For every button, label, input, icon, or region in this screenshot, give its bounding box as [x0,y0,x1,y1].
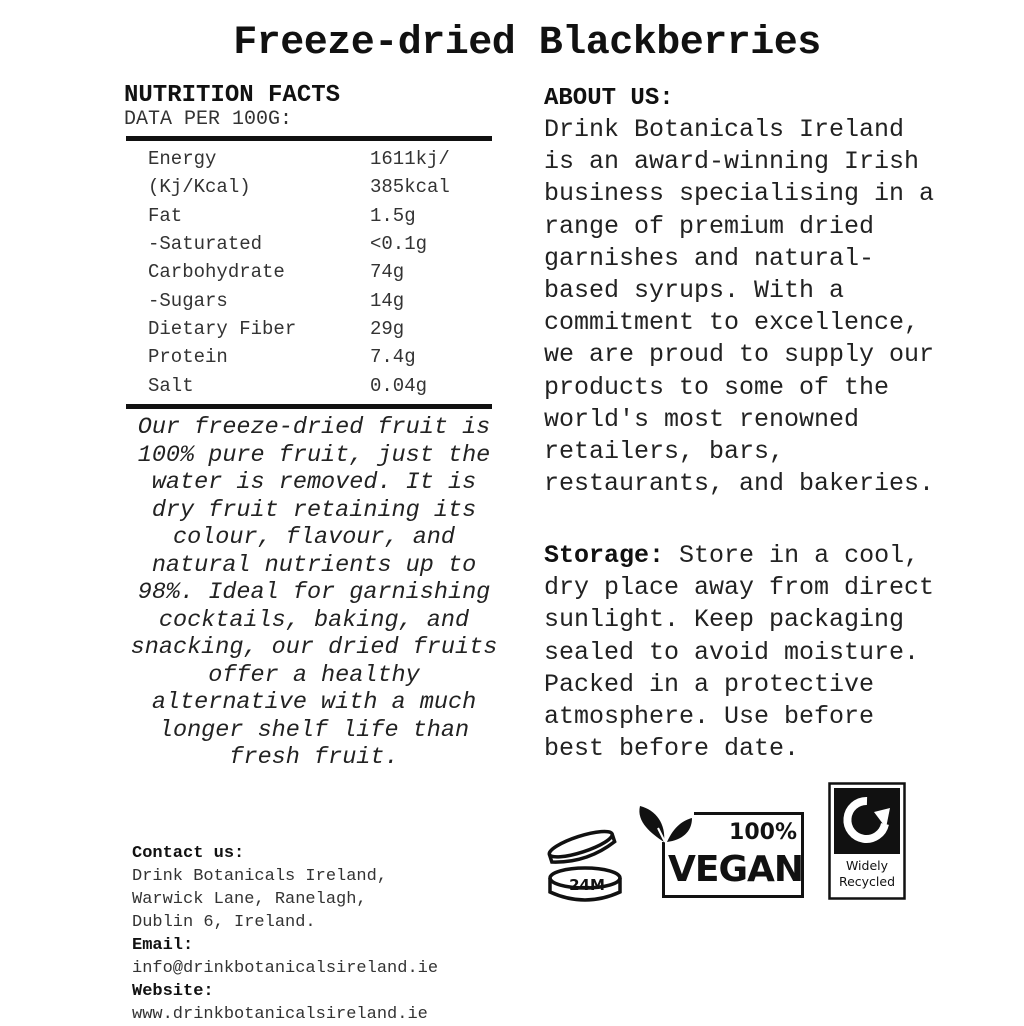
nutrient-label: Carbohydrate [148,261,285,284]
about-heading: ABOUT US: [544,85,674,112]
nutrient-label: -Saturated [148,233,263,256]
nutrition-table [126,136,492,409]
nutrition-row [126,145,492,173]
nutrient-value: 0.04g [370,374,428,397]
nutrition-row [126,230,492,258]
recycle-line-1: Widely [845,858,889,873]
nutrition-heading: NUTRITION FACTS [124,82,341,109]
jar-label: 24M [569,876,605,894]
nutrition-row [126,202,492,230]
vegan-percent: 100% [729,820,797,845]
nutrient-label: Energy [148,148,217,171]
nutrient-label: Fat [148,204,183,227]
product-description: Our freeze-dried fruit is 100% pure fruit, just the water is removed. It is dry fruit retaining its colour, flavour, and natural nutrients up to 98%. Ideal for garnishing cocktails, baking, and snacking, our dried fruits offer a healthy alternative with a much longer shelf life than fresh fruit. [130,414,498,771]
about-text: Drink Botanicals Ireland is an award-winning Irish business specialising in a range of premium dried garnishes and natural-based syrups. With a commitment to excellence, we are proud to supply our products to some of the world's most renowned retailers, bars, restaurants, and bakeries. [544,115,935,499]
nutrition-row [126,315,492,343]
nutrition-row [126,371,492,399]
address-line: Drink Botanicals Ireland, [132,867,388,886]
nutrition-row [126,258,492,286]
website-label: Website: [132,982,214,1001]
nutrition-row [126,286,492,314]
nutrient-value: 385kcal [370,176,450,199]
website-link[interactable]: www.drinkbotanicalsireland.ie [132,1005,428,1024]
product-title: Freeze-dried Blackberries [233,21,821,66]
nutrition-row [126,173,492,201]
email-link[interactable]: info@drinkbotanicalsireland.ie [132,959,439,978]
nutrient-label: -Sugars [148,289,228,312]
address-line: Warwick Lane, Ranelagh, [132,890,367,909]
nutrient-label: (Kj/Kcal) [148,176,251,199]
nutrient-value: 1611kj/ [370,148,450,171]
nutrient-label: Dietary Fiber [148,317,297,340]
storage-text: Store in a cool, dry place away from direct sunlight. Keep packaging sealed to avoid moisture. Packed in a protective atmosphere. Use before best before date. [544,541,935,764]
nutrition-subheading: DATA PER 100G: [124,108,293,131]
address-line: Dublin 6, Ireland. [132,913,316,932]
nutrition-row [126,343,492,371]
nutrient-value: 7.4g [370,346,416,369]
vegan-word: VEGAN [668,849,803,890]
recycle-line-2: Recycled [838,874,896,889]
storage-label: Storage: [544,541,665,570]
nutrient-value: <0.1g [370,233,428,256]
contact-block [132,842,512,1026]
nutrient-value: 29g [370,317,405,340]
storage-block [544,540,944,765]
nutrient-value: 1.5g [370,204,416,227]
recycle-label [834,858,900,890]
nutrient-value: 14g [370,289,405,312]
nutrient-value: 74g [370,261,405,284]
email-label: Email: [132,936,194,955]
contact-heading: Contact us: [132,844,245,863]
nutrient-label: Protein [148,346,228,369]
nutrient-label: Salt [148,374,194,397]
